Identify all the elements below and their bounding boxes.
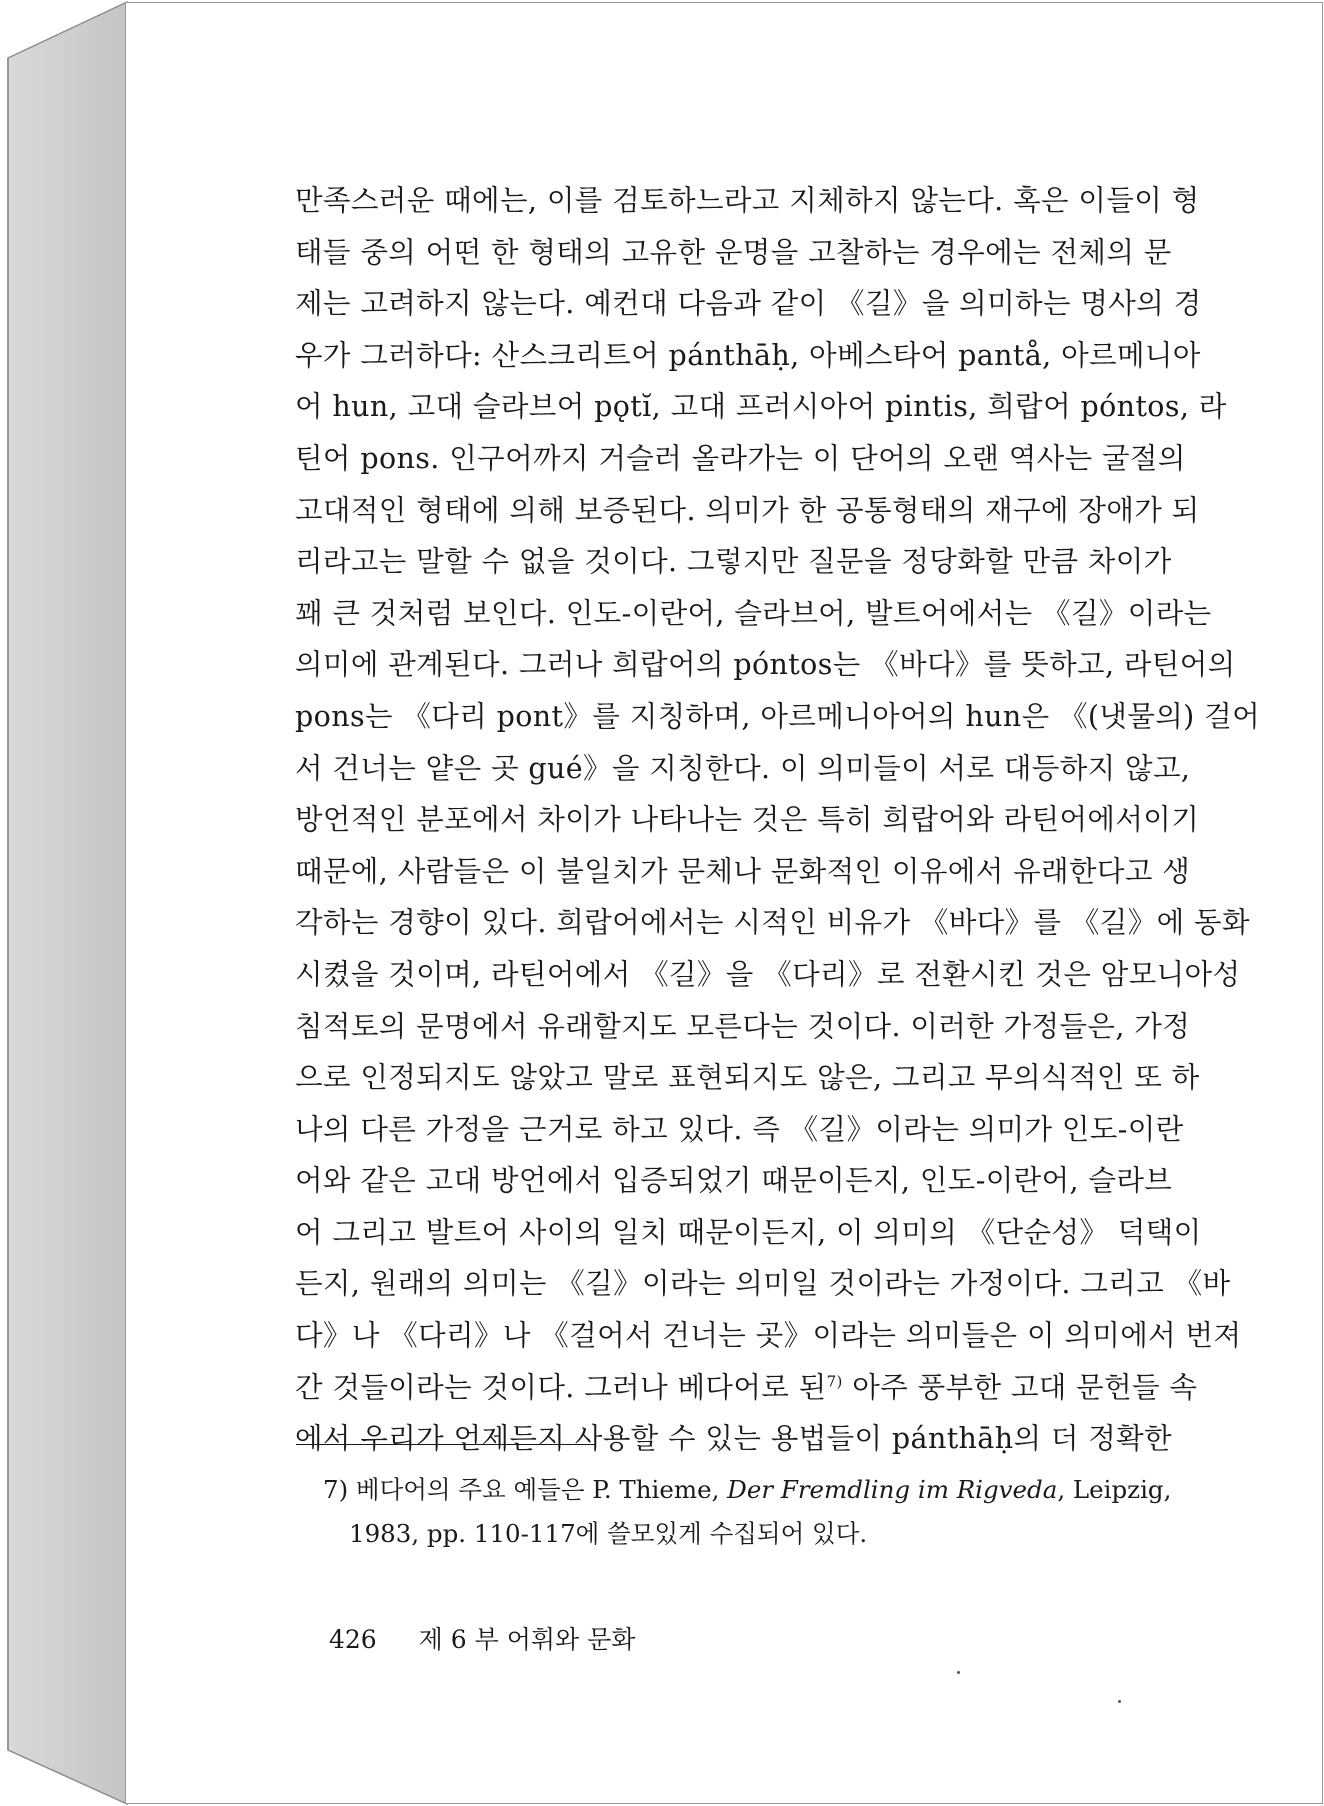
body-line: 나의 다른 가정을 근거로 하고 있다. 즉 《길》이라는 의미가 인도-이란 — [295, 1112, 1184, 1146]
body-line: 의미에 관계된다. 그러나 희랍어의 pόntos는 《바다》를 뜻하고, 라틴어의 — [295, 648, 1236, 682]
body-line: 태들 중의 어떤 한 형태의 고유한 운명을 고찰하는 경우에는 전체의 문 — [295, 235, 1172, 269]
footnote-line-2: 1983, pp. 110-117에 쓸모있게 수집되어 있다. — [349, 1519, 868, 1548]
body-line: 으로 인정되지도 않았고 말로 표현되지도 않은, 그리고 무의식적인 또 하 — [295, 1061, 1200, 1095]
body-line: 서 건너는 얕은 곳 gué》을 지칭한다. 이 의미들이 서로 대등하지 않고, — [295, 751, 1191, 785]
footnote — [323, 1468, 1172, 1556]
body-line: 어 hun, 고대 슬라브어 pǫtĭ, 고대 프러시아어 pintis, 희랍어 pόntos, 라 — [295, 390, 1227, 424]
body-line: 에서 우리가 언제든지 사용할 수 있는 용법들이 pánthāḥ의 더 정확한 — [295, 1422, 1173, 1456]
body-line: 간 것들이라는 것이다. 그러나 베다어로 된$^{7)}$ 아주 풍부한 고대 문헌들 속 — [295, 1370, 1198, 1404]
footnote-separator — [296, 1444, 596, 1445]
body-line: 방언적인 분포에서 차이가 나타나는 것은 특히 희랍어와 라틴어에서이기 — [295, 803, 1200, 837]
body-line: 제는 고려하지 않는다. 예컨대 다음과 같이 《길》을 의미하는 명사의 경 — [295, 287, 1202, 321]
body-text — [295, 175, 1261, 1465]
footnote-line-1-pre: 7) 베다어의 주요 예들은 P. Thieme, — [323, 1475, 728, 1504]
footnote-book-title: Der Fremdling im Rigveda — [727, 1475, 1058, 1504]
section-title: 제 6 부 어휘와 문화 — [418, 1625, 636, 1654]
body-line: 고대적인 형태에 의해 보증된다. 의미가 한 공통형태의 재구에 장애가 되 — [295, 493, 1200, 527]
body-line: 침적토의 문명에서 유래할지도 모른다는 것이다. 이러한 가정들은, 가정 — [295, 1009, 1191, 1043]
body-line: 틴어 pons. 인구어까지 거슬러 올라가는 이 단어의 오랜 역사는 굴절의 — [295, 441, 1186, 475]
body-line: 다》나 《다리》나 《걸어서 건너는 곳》이라는 의미들은 이 의미에서 번져 — [295, 1319, 1242, 1353]
body-line: 때문에, 사람들은 이 불일치가 문체나 문화적인 이유에서 유래한다고 생 — [295, 854, 1191, 888]
body-line: 든지, 원래의 의미는 《길》이라는 의미일 것이라는 가정이다. 그리고 《바 — [295, 1267, 1231, 1301]
scan-speck — [1118, 1700, 1121, 1703]
body-line: 어 그리고 발트어 사이의 일치 때문이든지, 이 의미의 《단순성》 덕택이 — [295, 1215, 1202, 1249]
body-line: 시켰을 것이며, 라틴어에서 《길》을 《다리》로 전환시킨 것은 암모니아성 — [295, 957, 1241, 991]
footnote-line-1 — [323, 1468, 1172, 1512]
body-line: 만족스러운 때에는, 이를 검토하느라고 지체하지 않는다. 혹은 이들이 형 — [295, 184, 1200, 217]
page-number: 426 — [329, 1625, 377, 1654]
body-line: 리라고는 말할 수 없을 것이다. 그렇지만 질문을 정당화할 만큼 차이가 — [295, 545, 1172, 579]
body-line: 어와 같은 고대 방언에서 입증되었기 때문이든지, 인도-이란어, 슬라브 — [295, 1164, 1173, 1198]
body-line: 각하는 경향이 있다. 희랍어에서는 시적인 비유가 《바다》를 《길》에 동화 — [295, 906, 1250, 940]
footnote-line-1-post: , Leipzig, — [1057, 1475, 1172, 1504]
body-line: 우가 그러하다: 산스크리트어 pánthāḥ, 아베스타어 pantå, 아르메니아 — [295, 338, 1201, 372]
page-footer — [329, 1620, 635, 1656]
scan-speck — [957, 1671, 960, 1674]
body-line: 꽤 큰 것처럼 보인다. 인도-이란어, 슬라브어, 발트어에서는 《길》이라는 — [295, 596, 1212, 630]
body-line: pons는 《다리 pont》를 지칭하며, 아르메니아어의 hun은 《(냇물의) 걸어 — [295, 699, 1261, 733]
